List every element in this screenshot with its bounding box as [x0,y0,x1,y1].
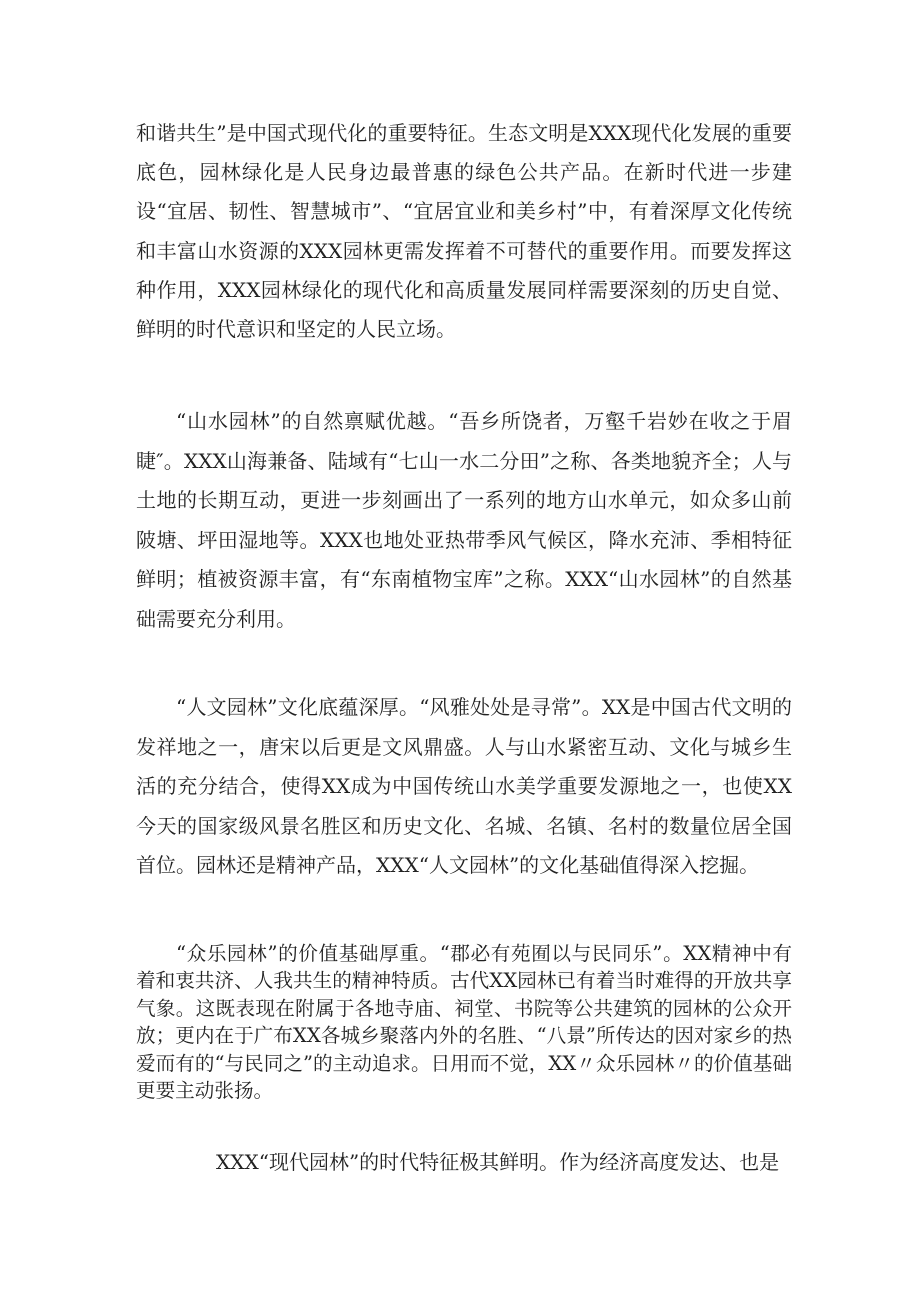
paragraph-modern-garden: XXX“现代园林”的时代特征极其鲜明。作为经济高度发达、也是 [216,1150,780,1174]
paragraph-public-garden: “众乐园林”的价值基础厚重。“郡必有苑囿以与民同乐”。XX精神中有着和衷共济、人我共生的精神特质。古代XX园林已有着当时难得的开放共享气象。这既表现在附属于各地寺庙、祠堂、书院等公共建筑的园林的公众开放；更内在于广布XX各城乡聚落内外的名胜、“八景”所传达的因对家乡的热爱而有的“与民同之”的主动追求。日用而不觉，XX〃众乐园林〃的价值基础更要主动张扬。 [136,942,792,1103]
paragraph-harmony: 和谐共生”是中国式现代化的重要特征。生态文明是XXX现代化发展的重要底色，园林绿化是人民身边最普惠的绿色公共产品。在新时代进一步建设“宜居、韧性、智慧城市”、“宜居宜业和美乡村”中，有着深厚文化传统和丰富山水资源的XXX园林更需发挥着不可替代的重要作用。而要发挥这种作用，XXX园林绿化的现代化和高质量发展同样需要深刻的历史自觉、鲜明的时代意识和坚定的人民立场。 [136,121,792,342]
paragraph-landscape-garden: “山水园林”的自然禀赋优越。“吾乡所饶者，万壑千岩妙在收之于眉睫″。XXX山海兼备、陆域有“七山一水二分田”之称、各类地貌齐全；人与土地的长期互动，更进一步刻画出了一系列的地方山水单元，如众多山前陂塘、坪田湿地等。XXX也地处亚热带季风气候区，降水充沛、季相特征鲜明；植被资源丰富，有“东南植物宝库”之称。XXX“山水园林”的自然基础需要充分利用。 [136,409,792,631]
paragraph-humanistic-garden: “人文园林”文化底蕴深厚。“风雅处处是寻常”。XX是中国古代文明的发祥地之一，唐宋以后更是文风鼎盛。人与山水紧密互动、文化与城乡生活的充分结合，使得XX成为中国传统山水美学重要发源地之一，也使XX今天的国家级风景名胜区和历史文化、名城、名镇、名村的数量位居全国首位。园林还是精神产品，XXX“人文园林”的文化基础值得深入挖掘。 [136,695,792,878]
